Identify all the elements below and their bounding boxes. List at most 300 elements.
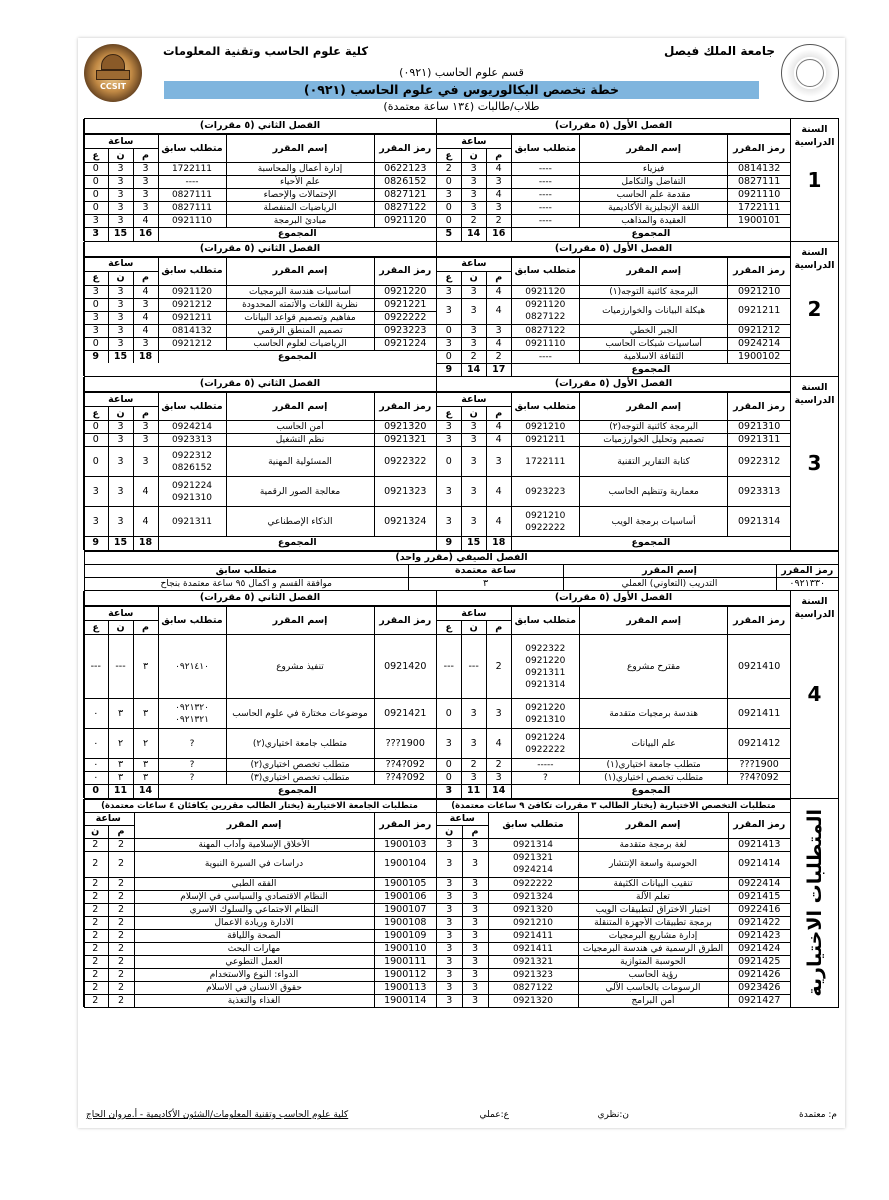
course-n: 3 <box>108 298 133 311</box>
course-m: 3 <box>462 877 488 890</box>
course-code: 0921415 <box>728 890 790 903</box>
prereq-code: 1722111 <box>525 456 566 467</box>
course-prereq <box>158 176 226 189</box>
course-n: 3 <box>461 421 486 434</box>
course-n: ٢ <box>108 729 133 759</box>
electives-major-table <box>437 799 790 1008</box>
prereq-code: 0921220 <box>525 655 566 666</box>
course-a: ٠ <box>84 759 108 772</box>
college-name: كلية علوم الحاسب وتقنية المعلومات <box>163 44 369 58</box>
course-code: 0921420 <box>374 635 436 699</box>
semester-0-sem1 <box>437 119 790 241</box>
course-name: أمن الحاسب <box>226 421 374 434</box>
course-m: 3 <box>462 955 488 968</box>
course-prereq <box>158 699 226 729</box>
col-prereq-header: متطلب سابق <box>158 393 226 421</box>
course-code: 0923426 <box>728 981 790 994</box>
total-label: المجموع <box>158 537 436 550</box>
col-name-header: إسم المقرر <box>579 607 727 635</box>
total-m: 17 <box>486 363 511 376</box>
electives-block <box>84 799 839 1009</box>
col-code-header: رمز المقرر <box>374 607 436 635</box>
course-code: 0921224 <box>374 337 436 350</box>
course-code: 0922312 <box>728 447 790 477</box>
course-n: 3 <box>108 189 133 202</box>
prereq-code: ٠٩٢١٤١٠ <box>175 661 209 672</box>
course-m: 3 <box>486 447 511 477</box>
semester-3-sem1 <box>437 591 790 798</box>
course-n: 3 <box>108 176 133 189</box>
course-prereq <box>511 729 579 759</box>
col-n-header: ن <box>108 407 133 421</box>
course-prereq <box>511 176 579 189</box>
course-n: 3 <box>108 163 133 176</box>
course-n: 3 <box>108 324 133 337</box>
col-name-header: إسم المقرر <box>579 257 727 285</box>
prereq-code: 0923223 <box>525 486 566 497</box>
course-name: الطرق الرسمية في هندسة البرمجيات <box>578 942 728 955</box>
col-code-header: رمز المقرر <box>374 257 436 285</box>
course-name: المسئولية المهنية <box>226 447 374 477</box>
col-prereq-header: متطلب سابق <box>511 393 579 421</box>
prereq-code: 0921310 <box>525 714 566 725</box>
course-m: 3 <box>486 699 511 729</box>
course-code: 0921424 <box>728 942 790 955</box>
table-row <box>437 929 790 942</box>
course-a: 3 <box>437 729 461 759</box>
course-prereq <box>158 215 226 228</box>
course-n: --- <box>108 635 133 699</box>
prereq-code: 0921210 <box>512 917 554 928</box>
total-row <box>437 537 790 550</box>
course-name: النظام الاقتصادي والسياسي في الإسلام <box>134 890 374 903</box>
table-row <box>84 298 436 311</box>
table-row <box>84 202 436 215</box>
summer-code: ٠٩٢١٣٣٠ <box>776 577 838 590</box>
course-prereq <box>158 772 226 785</box>
course-prereq <box>488 890 578 903</box>
course-n: 3 <box>461 729 486 759</box>
course-code: 092?4?? <box>374 772 436 785</box>
prereq-code: ٠٩٢١٣٢٠ <box>175 702 209 713</box>
electives-side-label <box>790 799 838 1008</box>
total-label: المجموع <box>158 785 436 798</box>
year-block-4 <box>84 591 839 799</box>
prereq-code: ---- <box>185 177 199 187</box>
course-code: 0921321 <box>374 434 436 447</box>
table-row <box>437 421 790 434</box>
table-row <box>84 324 436 337</box>
course-m: 2 <box>108 851 134 877</box>
course-m: 2 <box>108 942 134 955</box>
semester-3-sem2 <box>83 591 436 798</box>
prereq-code: 0921324 <box>512 891 554 902</box>
prereq-code: 0921314 <box>525 679 566 690</box>
prereq-code: 0827122 <box>525 325 566 336</box>
prereq-code: 0921220 <box>525 702 566 713</box>
semester-title: الفصل الأول (٥ مقررات) <box>437 591 790 606</box>
table-row <box>437 877 790 890</box>
year-column <box>790 377 838 550</box>
course-code: 1900113 <box>374 981 436 994</box>
table-row <box>437 176 790 189</box>
course-m: 3 <box>133 337 158 350</box>
table-row <box>437 890 790 903</box>
course-n: 3 <box>461 447 486 477</box>
col-n-header: ن <box>461 407 486 421</box>
col-name-header: إسم المقرر <box>226 135 374 163</box>
table-row <box>437 298 790 324</box>
table-row <box>83 916 436 929</box>
course-name: العقيدة والمذاهب <box>579 215 727 228</box>
table-row <box>437 729 790 759</box>
course-prereq <box>158 421 226 434</box>
total-label: المجموع <box>158 228 436 241</box>
prereq-code: ---- <box>538 177 552 187</box>
course-code: 1900104 <box>374 851 436 877</box>
table-row <box>84 163 436 176</box>
course-code: 092?4?? <box>728 772 790 785</box>
course-m: 4 <box>486 421 511 434</box>
course-code: 1900??? <box>728 759 790 772</box>
course-code: 1900111 <box>374 955 436 968</box>
course-a: 0 <box>437 772 461 785</box>
course-name: الرياضيات لعلوم الحاسب <box>226 337 374 350</box>
col-code-header: رمز المقرر <box>728 135 790 163</box>
table-row <box>437 477 790 507</box>
col-code-header: رمز المقرر <box>728 607 790 635</box>
course-m: 3 <box>133 434 158 447</box>
plan-subtitle: (١٣٤ ساعة معتمدة) طلاب/طالبات <box>383 100 540 113</box>
total-row <box>437 785 790 798</box>
course-prereq <box>511 759 579 772</box>
prereq-code: 0827111 <box>171 203 213 213</box>
total-label: المجموع <box>511 363 790 376</box>
table-row <box>437 434 790 447</box>
prereq-code: 0921321 <box>512 956 554 967</box>
legend-theory: ن:نظري <box>597 1110 629 1120</box>
course-name: الأخلاق الإسلامية وآداب المهنة <box>134 838 374 851</box>
course-code: 0827121 <box>374 189 436 202</box>
col-m-header: م <box>462 825 488 838</box>
course-n: ٣ <box>108 772 133 785</box>
course-prereq <box>158 729 226 759</box>
col-m-header: م <box>486 621 511 635</box>
course-a: 2 <box>437 163 461 176</box>
semester-table <box>437 134 790 241</box>
course-n: 2 <box>83 994 108 1007</box>
course-name: حقوق الانسان في الاسلام <box>134 981 374 994</box>
total-a: 9 <box>84 350 108 363</box>
course-code: 1900114 <box>374 994 436 1007</box>
course-m: 4 <box>486 163 511 176</box>
course-code: 0921423 <box>728 929 790 942</box>
course-a: 0 <box>437 176 461 189</box>
semester-title: الفصل الثاني (٥ مقررات) <box>84 119 436 134</box>
prereq-code: 0921211 <box>525 435 566 445</box>
course-a: ٠ <box>84 729 108 759</box>
col-hours-header: ساعة <box>437 135 511 149</box>
course-prereq <box>511 421 579 434</box>
course-name: الدواء: النوع والاستخدام <box>134 968 374 981</box>
course-name: الرياضيات المنفصلة <box>226 202 374 215</box>
course-code: 0921320 <box>374 421 436 434</box>
col-prereq-header: متطلب سابق <box>158 135 226 163</box>
course-m: ٢ <box>133 729 158 759</box>
document-page <box>78 38 845 1128</box>
course-name: مبادئ البرمجة <box>226 215 374 228</box>
course-name: متطلب جامعة اختياري(١) <box>579 759 727 772</box>
course-m: 3 <box>462 903 488 916</box>
course-m: 2 <box>108 929 134 942</box>
semester-table <box>84 257 436 364</box>
table-row <box>437 994 790 1007</box>
course-m: ٣ <box>133 635 158 699</box>
course-code: 0921426 <box>728 968 790 981</box>
course-m: 4 <box>486 285 511 298</box>
prereq-code: 0921224 <box>525 732 566 743</box>
table-row <box>437 916 790 929</box>
prereq-code: 0921321 <box>512 853 554 863</box>
course-code: 0921422 <box>728 916 790 929</box>
table-row <box>84 215 436 228</box>
course-n: 2 <box>83 981 108 994</box>
course-name: إدارة أعمال والمحاسبة <box>226 163 374 176</box>
course-m: 4 <box>486 434 511 447</box>
course-code: 1900101 <box>728 215 790 228</box>
course-a: 3 <box>84 507 108 537</box>
prereq-code: 0924214 <box>171 422 213 432</box>
course-a: 0 <box>437 447 461 477</box>
total-m: 16 <box>486 228 511 241</box>
course-name: النظام الاجتماعي والسلوك الاسري <box>134 903 374 916</box>
course-name: متطلب تخصص اختياري(٢) <box>226 759 374 772</box>
year-column <box>790 242 838 377</box>
course-name: متطلب تخصص اختياري(١) <box>579 772 727 785</box>
course-prereq <box>158 324 226 337</box>
total-m: 14 <box>133 785 158 798</box>
course-n: 2 <box>83 838 108 851</box>
course-n: 3 <box>461 163 486 176</box>
semester-1-sem2 <box>83 242 436 377</box>
course-code: 0922322 <box>374 447 436 477</box>
course-code: 1900103 <box>374 838 436 851</box>
course-code: 0921220 <box>374 285 436 298</box>
prereq-code: 0921411 <box>512 930 554 941</box>
semester-title: الفصل الثاني (٥ مقررات) <box>84 242 436 257</box>
course-n: 3 <box>437 903 462 916</box>
course-m: 4 <box>133 507 158 537</box>
course-prereq <box>158 285 226 298</box>
course-prereq <box>511 447 579 477</box>
prereq-code: 0921110 <box>171 216 213 226</box>
course-n: 3 <box>108 421 133 434</box>
prereq-code: ? <box>189 738 195 749</box>
course-a: 0 <box>84 447 108 477</box>
prereq-code: 0921120 <box>525 286 566 297</box>
prereq-code: 0826152 <box>171 462 213 473</box>
semester-2-sem2 <box>83 377 436 550</box>
prereq-code: ? <box>189 760 195 770</box>
table-row <box>437 968 790 981</box>
total-m: 18 <box>486 537 511 550</box>
course-code: 1900112 <box>374 968 436 981</box>
course-name: معالجة الصور الرقمية <box>226 477 374 507</box>
course-m: 3 <box>133 298 158 311</box>
course-n: 2 <box>461 759 486 772</box>
course-n: 3 <box>461 202 486 215</box>
course-a: 0 <box>437 699 461 729</box>
course-n: 3 <box>108 311 133 324</box>
course-m: 4 <box>133 477 158 507</box>
prereq-code: 0921120 <box>171 286 213 297</box>
course-n: 3 <box>461 324 486 337</box>
course-m: 4 <box>133 215 158 228</box>
table-row <box>437 447 790 477</box>
year-block-1 <box>84 118 839 242</box>
col-a-header: ع <box>437 149 461 163</box>
prereq-code: 0827122 <box>512 982 554 993</box>
col-code-header: رمز المقرر <box>728 812 790 838</box>
course-m: 3 <box>486 772 511 785</box>
col-hours-header: ساعة <box>84 257 158 271</box>
course-code: 0921314 <box>728 507 790 537</box>
table-row <box>84 434 436 447</box>
table-row <box>83 955 436 968</box>
course-name: التفاضل والتكامل <box>579 176 727 189</box>
course-prereq <box>488 942 578 955</box>
total-m: 16 <box>133 228 158 241</box>
course-code: 1900110 <box>374 942 436 955</box>
col-hours-header: ساعة <box>437 812 488 825</box>
course-name: الحوسبة واسعة الإنتشار <box>578 851 728 877</box>
course-m: 2 <box>486 215 511 228</box>
total-row <box>437 228 790 241</box>
course-m: 2 <box>486 759 511 772</box>
course-n: 3 <box>108 477 133 507</box>
course-name: الغذاء والتغذية <box>134 994 374 1007</box>
course-a: --- <box>84 635 108 699</box>
total-label: المجموع <box>511 537 790 550</box>
course-name: مفاهيم وتصميم قواعد البيانات <box>226 311 374 324</box>
course-prereq <box>511 337 579 350</box>
semester-2-sem1 <box>437 377 790 550</box>
col-a-header: ع <box>84 407 108 421</box>
department-name: قسم علوم الحاسب (٠٩٢١) <box>399 66 524 79</box>
course-name: نظرية اللغات والأتمته المحدودة <box>226 298 374 311</box>
course-a: 0 <box>84 202 108 215</box>
total-n: 14 <box>461 363 486 376</box>
col-a-header: ع <box>84 149 108 163</box>
course-n: 3 <box>437 890 462 903</box>
course-m: 4 <box>486 729 511 759</box>
course-m: 4 <box>133 324 158 337</box>
course-name: مقدمة علم الحاسب <box>579 189 727 202</box>
prereq-code: ٠٩٢١٣٢١ <box>175 714 209 725</box>
course-name: علم البيانات <box>579 729 727 759</box>
course-name: اللغة الإنجليزية الأكاديمية <box>579 202 727 215</box>
course-name: الادارة وريادة الاعمال <box>134 916 374 929</box>
table-row <box>437 851 790 877</box>
course-prereq <box>511 477 579 507</box>
page-footer <box>84 1110 839 1124</box>
course-a: --- <box>437 635 461 699</box>
course-m: 3 <box>133 447 158 477</box>
prereq-code: 0814132 <box>171 325 213 336</box>
col-name-header: إسم المقرر <box>226 607 374 635</box>
year-column <box>790 119 838 241</box>
course-name: تصميم المنطق الرقمي <box>226 324 374 337</box>
total-row <box>84 537 436 550</box>
table-row <box>84 699 436 729</box>
col-m-header: م <box>133 407 158 421</box>
course-a: 0 <box>84 163 108 176</box>
course-n: 2 <box>83 877 108 890</box>
total-row <box>84 785 436 798</box>
course-m: 3 <box>133 202 158 215</box>
course-n: 3 <box>461 337 486 350</box>
total-label: المجموع <box>511 228 790 241</box>
prereq-code: 0921210 <box>525 422 566 432</box>
electives-side-text: المتطلبات الاختيارية <box>803 808 826 997</box>
course-m: 4 <box>486 337 511 350</box>
col-m-header: م <box>486 407 511 421</box>
prereq-code: 0921310 <box>171 492 213 503</box>
col-hours-header: ساعة <box>84 607 158 621</box>
table-row <box>437 189 790 202</box>
total-row <box>84 350 436 363</box>
course-n: 2 <box>461 350 486 363</box>
table-row <box>83 903 436 916</box>
course-a: ٠ <box>84 772 108 785</box>
course-name: رؤية الحاسب <box>578 968 728 981</box>
course-n: ٣ <box>108 759 133 772</box>
total-a: 9 <box>84 537 108 550</box>
page-header <box>78 38 845 118</box>
course-m: 3 <box>462 838 488 851</box>
course-m: 2 <box>108 916 134 929</box>
table-row <box>437 635 790 699</box>
course-prereq <box>511 215 579 228</box>
table-row <box>437 838 790 851</box>
prereq-code: ? <box>542 773 548 783</box>
course-code: 0921412 <box>728 729 790 759</box>
course-name: برمجة تطبيقات الأجهزة المتنقلة <box>578 916 728 929</box>
total-n: 14 <box>461 228 486 241</box>
course-name: هيكلة البيانات والخوارزميات <box>579 298 727 324</box>
course-n: 2 <box>461 215 486 228</box>
course-code: 0922414 <box>728 877 790 890</box>
course-m: 3 <box>462 929 488 942</box>
course-name: الذكاء الإصطناعي <box>226 507 374 537</box>
ccsit-logo-text: CCSIT <box>99 82 127 91</box>
col-name-header: إسم المقرر <box>579 393 727 421</box>
col-code-header: رمز المقرر <box>374 393 436 421</box>
total-n: 15 <box>108 537 133 550</box>
total-a: 5 <box>437 228 461 241</box>
semester-table <box>437 392 790 550</box>
total-n: 11 <box>108 785 133 798</box>
course-m: 4 <box>486 189 511 202</box>
year-label: السنة الدراسية <box>794 124 835 148</box>
table-row <box>84 285 436 298</box>
prereq-code: ---- <box>538 190 552 200</box>
col-name-header: إسم المقرر <box>134 812 374 838</box>
col-n-header: ن <box>108 149 133 163</box>
course-n: 3 <box>461 477 486 507</box>
course-m: 3 <box>133 176 158 189</box>
course-prereq <box>488 903 578 916</box>
